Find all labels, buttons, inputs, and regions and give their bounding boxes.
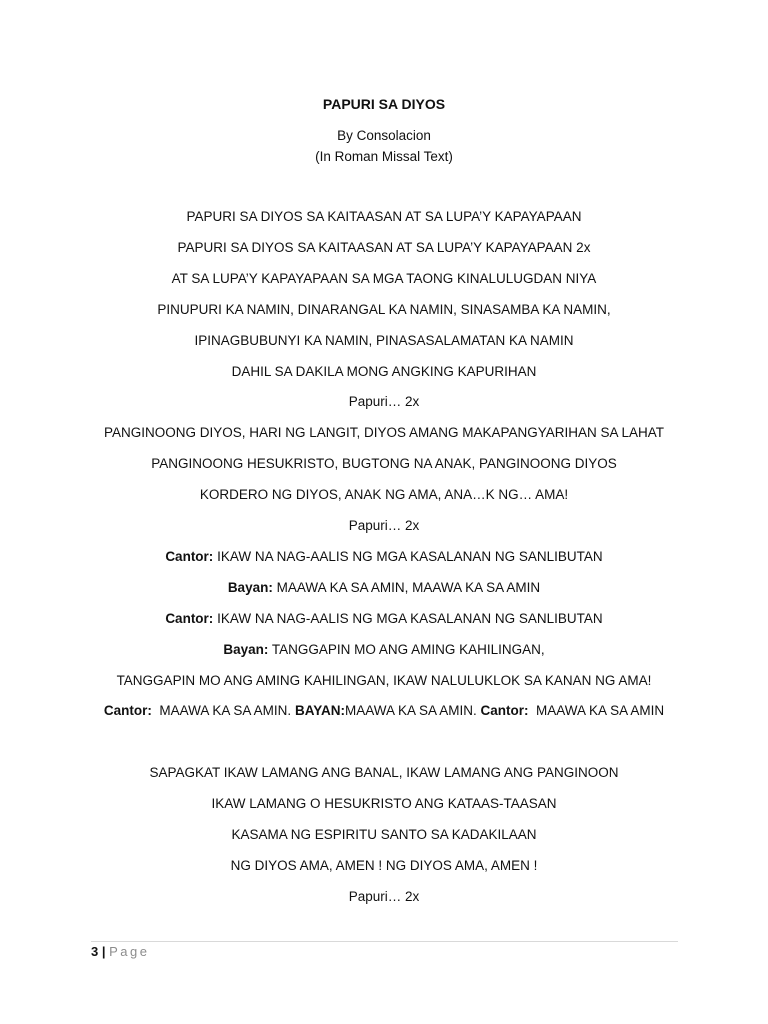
speaker-label: Cantor: xyxy=(103,703,152,719)
response-text: IKAW NA NAG-AALIS NG MGA KASALANAN NG SANLIBUTAN xyxy=(217,610,603,626)
lyric-line: KORDERO NG DIYOS, ANAK NG AMA, ANA…K NG… AMA! xyxy=(199,487,569,503)
response-text: MAAWA KA SA AMIN, MAAWA KA SA AMIN xyxy=(276,579,541,595)
lyric-line: IPINAGBUBUNYI KA NAMIN, PINASASALAMATAN KA NAMIN xyxy=(194,332,574,348)
lyric-line: NG DIYOS AMA, AMEN ! NG DIYOS AMA, AMEN ! xyxy=(230,857,538,873)
lyric-line: Papuri… 2x xyxy=(348,518,420,533)
response-line xyxy=(0,578,768,598)
lyric-line: Papuri… 2x xyxy=(348,394,420,410)
lyric-line: SAPAGKAT IKAW LAMANG ANG BANAL, IKAW LAMANG ANG PANGINOON xyxy=(149,765,619,781)
response-line xyxy=(0,701,768,721)
lyric-line: KASAMA NG ESPIRITU SANTO SA KADAKILAAN xyxy=(231,827,537,842)
speaker-label: Bayan: xyxy=(227,579,273,595)
speaker-label: Cantor: xyxy=(480,703,529,719)
lyric-line: PANGINOONG HESUKRISTO, BUGTONG NA ANAK, PANGINOONG DIYOS xyxy=(151,456,617,472)
lyric-line: PAPURI SA DIYOS SA KAITAASAN AT SA LUPA’Y KAPAYAPAAN 2x xyxy=(177,239,591,255)
response-text: TANGGAPIN MO ANG AMING KAHILINGAN, xyxy=(271,641,545,657)
song-title: PAPURI SA DIYOS xyxy=(322,96,446,112)
response-text: MAAWA KA SA AMIN. xyxy=(344,703,477,719)
speaker-label: Cantor: xyxy=(165,548,214,564)
lyric-line: DAHIL SA DAKILA MONG ANGKING KAPURIHAN xyxy=(231,363,537,379)
page-label: Page xyxy=(109,944,150,959)
speaker-label: BAYAN: xyxy=(294,703,345,719)
lyric-line: Papuri… 2x xyxy=(348,888,420,904)
speaker-label: Bayan: xyxy=(223,641,269,657)
response-text: IKAW NA NAG-AALIS NG MGA KASALANAN NG SANLIBUTAN xyxy=(217,548,603,564)
speaker-label: Cantor: xyxy=(165,610,214,626)
text-source-note: (In Roman Missal Text) xyxy=(315,149,453,164)
response-line xyxy=(0,609,768,629)
page-number: 3 xyxy=(91,944,99,959)
lyric-line: IKAW LAMANG O HESUKRISTO ANG KATAAS-TAASAN xyxy=(211,796,557,812)
page-footer xyxy=(91,943,150,961)
lyric-line: PINUPURI KA NAMIN, DINARANGAL KA NAMIN, SINASAMBA KA NAMIN, xyxy=(157,301,611,317)
lyric-line: PANGINOONG DIYOS, HARI NG LANGIT, DIYOS AMANG MAKAPANGYARIHAN SA LAHAT xyxy=(103,425,665,441)
lyric-line: TANGGAPIN MO ANG AMING KAHILINGAN, IKAW NALULUKLOK SA KANAN NG AMA! xyxy=(116,672,652,688)
lyric-line: PAPURI SA DIYOS SA KAITAASAN AT SA LUPA’Y KAPAYAPAAN xyxy=(186,209,582,224)
composer-byline: By Consolacion xyxy=(337,128,431,143)
lyric-line: AT SA LUPA’Y KAPAYAPAAN SA MGA TAONG KINALULUGDAN NIYA xyxy=(171,270,597,286)
response-text: MAAWA KA SA AMIN. xyxy=(151,703,292,719)
response-text: MAAWA KA SA AMIN xyxy=(528,703,665,719)
footer-separator: | xyxy=(101,944,106,959)
footer-divider xyxy=(91,941,678,942)
response-line xyxy=(0,547,768,567)
response-line xyxy=(0,640,768,660)
